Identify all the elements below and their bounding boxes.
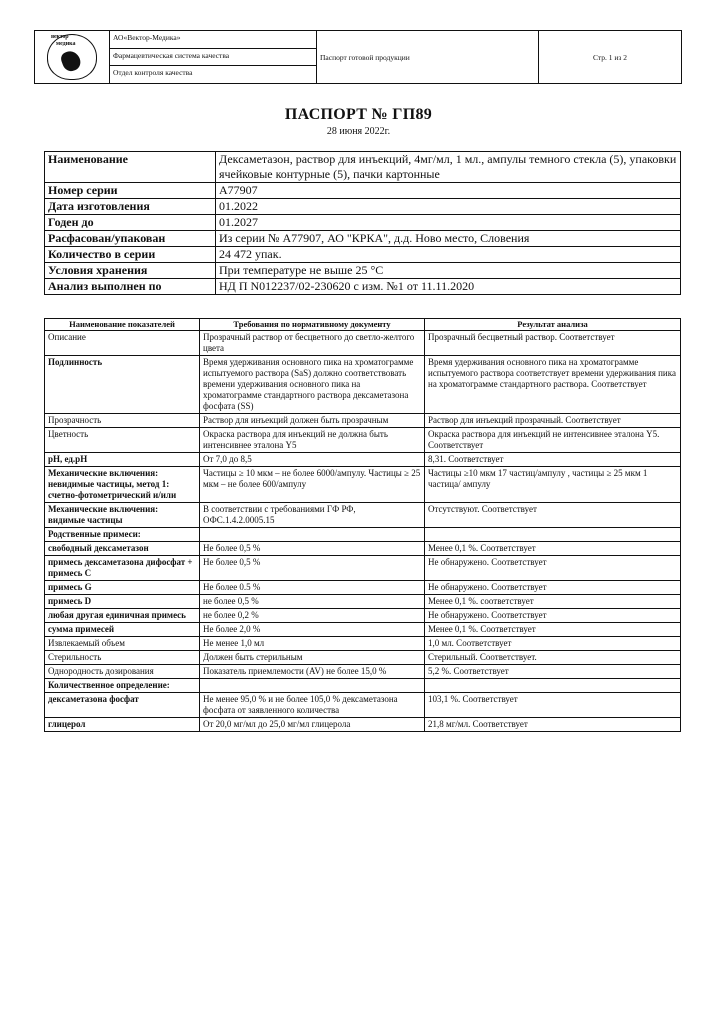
requirement-cell: не более 0,5 % xyxy=(200,595,425,609)
doc-name: Паспорт готовой продукции xyxy=(317,31,539,84)
result-cell xyxy=(425,679,681,693)
result-cell: Менее 0,1 %. соответствует xyxy=(425,595,681,609)
indicator-cell: примесь G xyxy=(45,581,200,595)
info-key: Годен до xyxy=(45,215,216,231)
company-logo-icon xyxy=(47,34,97,80)
result-cell xyxy=(425,528,681,542)
indicator-cell: Стерильность xyxy=(45,651,200,665)
requirement-cell xyxy=(200,528,425,542)
requirement-cell: Раствор для инъекций должен быть прозрачным xyxy=(200,414,425,428)
table-row xyxy=(45,331,681,356)
indicator-cell: глицерол xyxy=(45,718,200,732)
result-cell: Не обнаружено. Соответствует xyxy=(425,609,681,623)
table-row xyxy=(45,609,681,623)
indicator-cell: Цветность xyxy=(45,428,200,453)
info-row xyxy=(45,231,681,247)
info-value: 24 472 упак. xyxy=(216,247,681,263)
info-value: Дексаметазон, раствор для инъекций, 4мг/мл, 1 мл., ампулы темного стекла (5), упаковки ячейковые контурные (5), пачки картонные xyxy=(216,152,681,183)
page-title: ПАСПОРТ № ГП89 xyxy=(284,106,433,123)
requirement-cell: Не менее 1,0 мл xyxy=(200,637,425,651)
result-cell: Частицы ≥10 мкм 17 частиц/ампулу , частицы ≥ 25 мкм 1 частица/ ампулу xyxy=(425,467,681,503)
info-value: При температуре не выше 25 °С xyxy=(216,263,681,279)
info-value: НД П N012237/02-230620 с изм. №1 от 11.11.2020 xyxy=(216,279,681,295)
info-row xyxy=(45,263,681,279)
info-key: Условия хранения xyxy=(45,263,216,279)
info-row xyxy=(45,247,681,263)
indicator-cell: свободный дексаметазон xyxy=(45,542,200,556)
info-key: Номер серии xyxy=(45,183,216,199)
indicator-cell: примесь D xyxy=(45,595,200,609)
info-key: Расфасован/упакован xyxy=(45,231,216,247)
page-number: Стр. 1 из 2 xyxy=(539,31,682,84)
info-value: 01.2022 xyxy=(216,199,681,215)
requirement-cell: Не более 0,5 % xyxy=(200,556,425,581)
result-cell: Менее 0,1 %. Соответствует xyxy=(425,623,681,637)
result-cell: Не обнаружено. Соответствует xyxy=(425,581,681,595)
requirement-cell: не более 0,2 % xyxy=(200,609,425,623)
info-row xyxy=(45,152,681,183)
col-header-indicator: Наименование показателей xyxy=(45,319,200,331)
indicator-cell: дексаметазона фосфат xyxy=(45,693,200,718)
table-row xyxy=(45,356,681,414)
requirement-cell: От 7,0 до 8,5 xyxy=(200,453,425,467)
table-row xyxy=(45,623,681,637)
requirement-cell: От 20,0 мг/мл до 25,0 мг/мл глицерола xyxy=(200,718,425,732)
info-key: Дата изготовления xyxy=(45,199,216,215)
info-row xyxy=(45,279,681,295)
table-row xyxy=(45,679,681,693)
col-header-requirement: Требования по нормативному документу xyxy=(200,319,425,331)
table-row xyxy=(45,637,681,651)
col-header-result: Результат анализа xyxy=(425,319,681,331)
result-cell: Раствор для инъекций прозрачный. Соответствует xyxy=(425,414,681,428)
result-cell: Прозрачный бесцветный раствор. Соответствует xyxy=(425,331,681,356)
table-row xyxy=(45,718,681,732)
info-value: Из серии № А77907, АО "КРКА", д.д. Ново место, Словения xyxy=(216,231,681,247)
table-row xyxy=(45,428,681,453)
info-key: Наименование xyxy=(45,152,216,183)
requirement-cell: Прозрачный раствор от бесцветного до светло-желтого цвета xyxy=(200,331,425,356)
indicator-cell: Прозрачность xyxy=(45,414,200,428)
logo-text-bottom: медика xyxy=(56,41,76,47)
result-cell: Отсутствуют. Соответствует xyxy=(425,503,681,528)
info-row xyxy=(45,199,681,215)
requirement-cell: Не более 2,0 % xyxy=(200,623,425,637)
requirement-cell: Частицы ≥ 10 мкм – не более 6000/ампулу. Частицы ≥ 25 мкм – не более 600/ампулу xyxy=(200,467,425,503)
document-header xyxy=(34,30,682,84)
table-row xyxy=(45,693,681,718)
indicator-cell: сумма примесей xyxy=(45,623,200,637)
requirement-cell: Не более 0,5 % xyxy=(200,542,425,556)
table-row xyxy=(45,528,681,542)
info-row xyxy=(45,215,681,231)
result-cell: 5,2 %. Соответствует xyxy=(425,665,681,679)
table-row xyxy=(45,651,681,665)
indicator-cell: Родственные примеси: xyxy=(45,528,200,542)
indicator-cell: Механические включения: невидимые частицы, метод 1: счетно-фотометрический и/или xyxy=(45,467,200,503)
requirement-cell: Не менее 95,0 % и не более 105,0 % дексаметазона фосфата от заявленного количества xyxy=(200,693,425,718)
table-row xyxy=(45,414,681,428)
requirement-cell: Не более 0.5 % xyxy=(200,581,425,595)
indicator-cell: Однородность дозирования xyxy=(45,665,200,679)
quality-system: Фармацевтическая система качества xyxy=(110,48,317,66)
requirement-cell: Показатель приемлемости (AV) не более 15,0 % xyxy=(200,665,425,679)
table-row xyxy=(45,595,681,609)
table-row xyxy=(45,503,681,528)
indicator-cell: рН, ед.рН xyxy=(45,453,200,467)
indicator-cell: Количественное определение: xyxy=(45,679,200,693)
info-key: Количество в серии xyxy=(45,247,216,263)
table-row xyxy=(45,556,681,581)
logo-text-top: вектор xyxy=(51,34,69,40)
info-value: 01.2027 xyxy=(216,215,681,231)
table-row xyxy=(45,542,681,556)
org-name: АО«Вектор-Медика» xyxy=(110,31,317,49)
indicator-cell: любая другая единичная примесь xyxy=(45,609,200,623)
result-cell: Окраска раствора для инъекций не интенсивнее эталона Y5. Соответствует xyxy=(425,428,681,453)
result-cell: 21,8 мг/мл. Соответствует xyxy=(425,718,681,732)
result-cell: 8,31. Соответствует xyxy=(425,453,681,467)
result-cell: Не обнаружено. Соответствует xyxy=(425,556,681,581)
requirement-cell: Окраска раствора для инъекций не должна быть интенсивнее эталона Y5 xyxy=(200,428,425,453)
info-key: Анализ выполнен по xyxy=(45,279,216,295)
analysis-table xyxy=(44,318,681,732)
info-value: А77907 xyxy=(216,183,681,199)
requirement-cell: Должен быть стерильным xyxy=(200,651,425,665)
requirement-cell: В соответствии с требованиями ГФ РФ, ОФС.1.4.2.0005.15 xyxy=(200,503,425,528)
company-logo-cell xyxy=(35,31,110,84)
indicator-cell: Механические включения: видимые частицы xyxy=(45,503,200,528)
result-cell: 1,0 мл. Соответствует xyxy=(425,637,681,651)
info-row xyxy=(45,183,681,199)
table-row xyxy=(45,581,681,595)
table-row xyxy=(45,467,681,503)
indicator-cell: Извлекаемый объем xyxy=(45,637,200,651)
product-info-table xyxy=(44,151,681,295)
qc-department: Отдел контроля качества xyxy=(110,66,317,84)
table-row xyxy=(45,453,681,467)
result-cell: Менее 0,1 %. Соответствует xyxy=(425,542,681,556)
requirement-cell: Время удерживания основного пика на хроматограмме испытуемого раствора (SaS) должно соответствовать времени удерживания основного пика на хроматограмме стандартного раствора дексаметазона фосфата (SS) xyxy=(200,356,425,414)
result-cell: 103,1 %. Соответствует xyxy=(425,693,681,718)
indicator-cell: Подлинность xyxy=(45,356,200,414)
requirement-cell xyxy=(200,679,425,693)
indicator-cell: примесь дексаметазона дифосфат + примесь С xyxy=(45,556,200,581)
document-date: 28 июня 2022г. xyxy=(326,126,391,137)
table-row xyxy=(45,665,681,679)
indicator-cell: Описание xyxy=(45,331,200,356)
result-cell: Стерильный. Соответствует. xyxy=(425,651,681,665)
result-cell: Время удерживания основного пика на хроматограмме испытуемого раствора соответствует времени удерживания пика на хроматограмме стандартного раствора. Соответствует xyxy=(425,356,681,414)
